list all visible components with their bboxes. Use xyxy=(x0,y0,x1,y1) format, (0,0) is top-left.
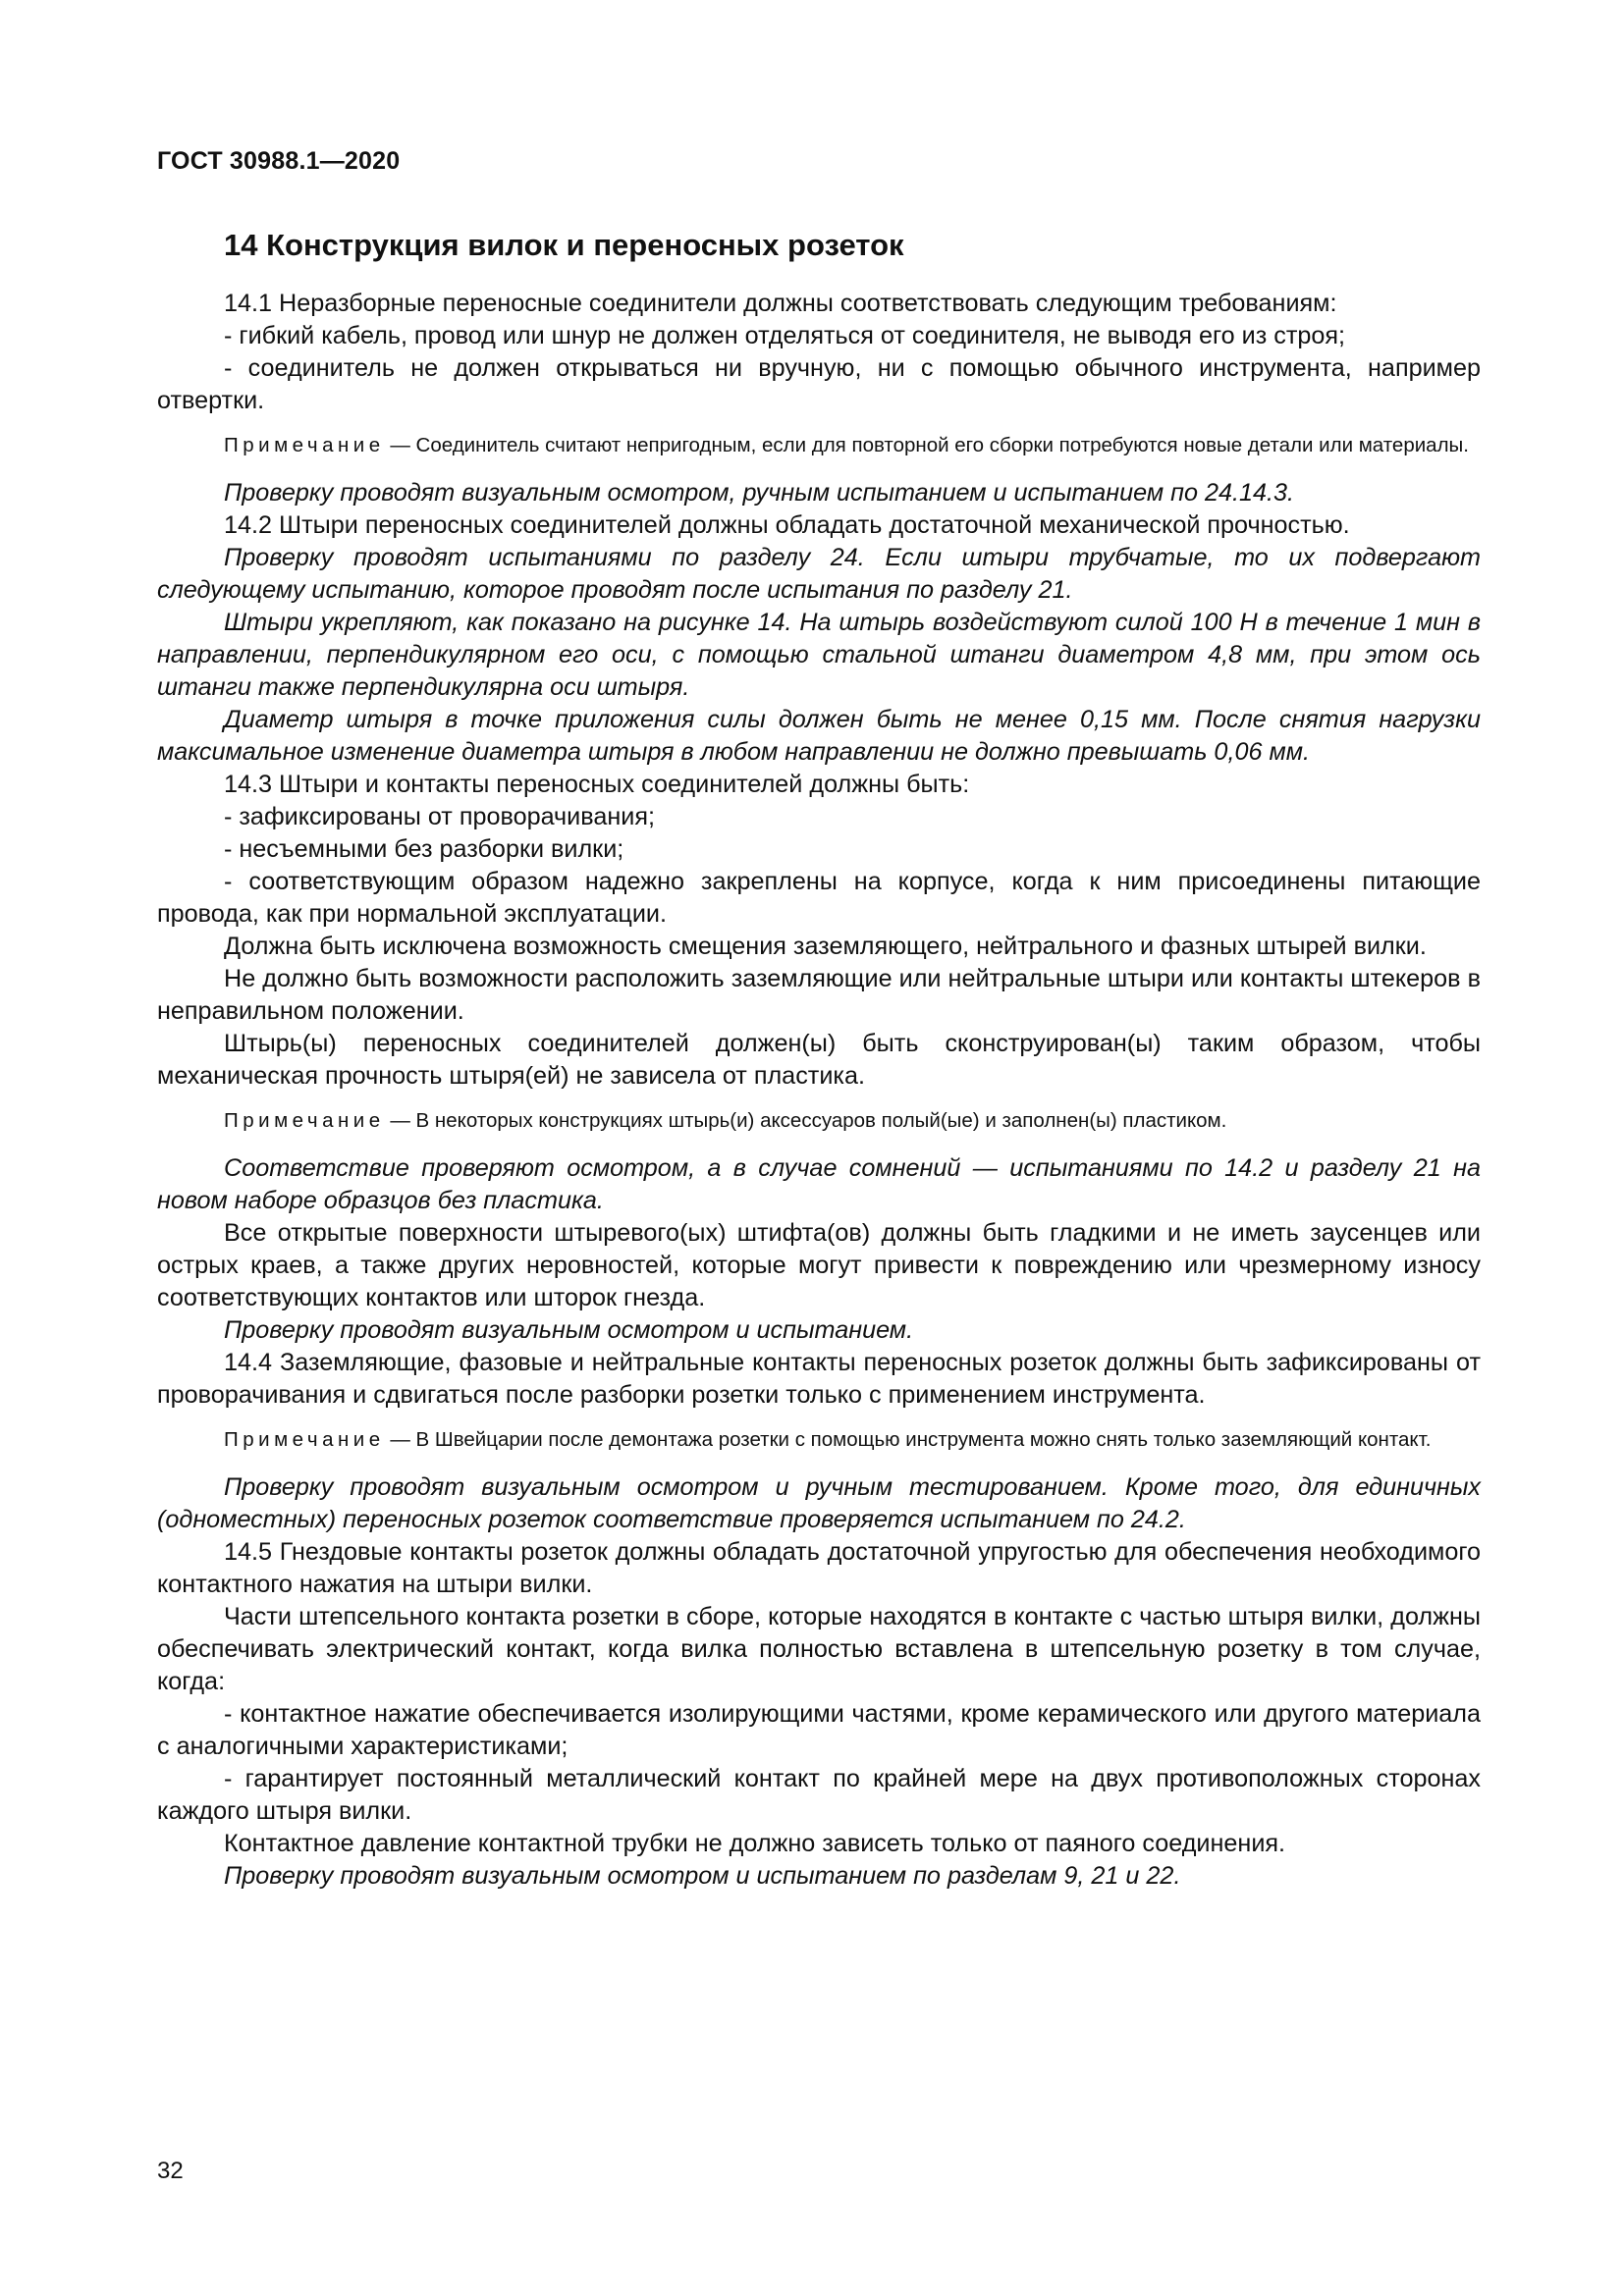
section-title: 14 Конструкция вилок и переносных розеток xyxy=(224,228,904,262)
paragraph: 14.5 Гнездовые контакты розеток должны обладать достаточной упругостью для обеспечения необходимого контактного нажатия на штыри вилки. xyxy=(157,1538,1481,1598)
list-item: - соответствующим образом надежно закреплены на корпусе, когда к ним присоединены питающие провода, как при нормальной эксплуатации. xyxy=(157,868,1481,928)
document-body xyxy=(157,288,1481,1893)
paragraph: 14.3 Штыри и контакты переносных соединителей должны быть: xyxy=(224,771,970,798)
paragraph: 14.2 Штыри переносных соединителей должны обладать достаточной механической прочностью. xyxy=(224,511,1350,539)
paragraph: Не должно быть возможности расположить заземляющие или нейтральные штыри или контакты штекеров в неправильном положении. xyxy=(157,965,1481,1025)
verification-paragraph: Штыри укрепляют, как показано на рисунке 14. На штырь воздействуют силой 100 Н в течение 1 мин в направлении, перпендикулярном его оси, с помощью стальной штанги диаметром 4,8 мм, при этом ось штанги также перпендикулярна оси штыря. xyxy=(157,609,1481,701)
note xyxy=(157,1106,1481,1135)
verification-paragraph: Проверку проводят испытаниями по разделу 24. Если штыри трубчатые, то их подвергают следующему испытанию, которое проводят после испытания по разделу 21. xyxy=(157,544,1481,604)
paragraph: Штырь(ы) переносных соединителей должен(ы) быть сконструирован(ы) таким образом, чтобы механическая прочность штыря(ей) не зависела от пластика. xyxy=(157,1030,1481,1090)
list-item: - зафиксированы от проворачивания; xyxy=(224,803,655,830)
verification-paragraph: Проверку проводят визуальным осмотром и испытанием по разделам 9, 21 и 22. xyxy=(224,1862,1181,1890)
list-item: - несъемными без разборки вилки; xyxy=(224,835,624,863)
paragraph: Контактное давление контактной трубки не должно зависеть только от паяного соединения. xyxy=(224,1830,1286,1857)
note-label: Примечание xyxy=(224,1428,385,1451)
note-label: Примечание xyxy=(224,434,385,456)
verification-paragraph: Проверку проводят визуальным осмотром и испытанием. xyxy=(224,1316,914,1344)
note xyxy=(157,1425,1481,1454)
paragraph: 14.4 Заземляющие, фазовые и нейтральные контакты переносных розеток должны быть зафиксированы от проворачивания и сдвигаться после разборки розетки только с применением инструмента. xyxy=(157,1349,1481,1409)
list-item: - соединитель не должен открываться ни вручную, ни с помощью обычного инструмента, например отвертки. xyxy=(157,354,1481,414)
verification-paragraph: Проверку проводят визуальным осмотром и ручным тестированием. Кроме того, для единичных (одноместных) переносных розеток соответствие проверяется испытанием по 24.2. xyxy=(157,1473,1481,1533)
paragraph: Должна быть исключена возможность смещения заземляющего, нейтрального и фазных штырей вилки. xyxy=(224,933,1427,960)
note-text: — В Швейцарии после демонтажа розетки с помощью инструмента можно снять только заземляющий контакт. xyxy=(390,1428,1432,1451)
verification-paragraph: Диаметр штыря в точке приложения силы должен быть не менее 0,15 мм. После снятия нагрузки максимальное изменение диаметра штыря в любом направлении не должно превышать 0,06 мм. xyxy=(157,706,1481,766)
note-text: — Соединитель считают непригодным, если для повторной его сборки потребуются новые детали или материалы. xyxy=(390,434,1469,456)
verification-paragraph: Проверку проводят визуальным осмотром, ручным испытанием и испытанием по 24.14.3. xyxy=(224,479,1294,507)
list-item: - гарантирует постоянный металлический контакт по крайней мере на двух противоположных сторонах каждого штыря вилки. xyxy=(157,1765,1481,1825)
verification-paragraph: Соответствие проверяют осмотром, а в случае сомнений — испытаниями по 14.2 и разделу 21 на новом наборе образцов без пластика. xyxy=(157,1154,1481,1214)
document-header: ГОСТ 30988.1—2020 xyxy=(157,147,401,175)
note-text: — В некоторых конструкциях штырь(и) аксессуаров полый(ые) и заполнен(ы) пластиком. xyxy=(390,1109,1227,1132)
paragraph: Все открытые поверхности штыревого(ых) штифта(ов) должны быть гладкими и не иметь заусенцев или острых краев, а также других неровностей, которые могут привести к повреждению или чрезмерному износу соответствующих контактов или шторок гнезда. xyxy=(157,1219,1481,1311)
note-label: Примечание xyxy=(224,1109,385,1132)
page-number: 32 xyxy=(157,2158,184,2184)
list-item: - контактное нажатие обеспечивается изолирующими частями, кроме керамического или другого материала с аналогичными характеристиками; xyxy=(157,1700,1481,1760)
list-item: - гибкий кабель, провод или шнур не должен отделяться от соединителя, не выводя его из строя; xyxy=(224,322,1346,349)
paragraph: Части штепсельного контакта розетки в сборе, которые находятся в контакте с частью штыря вилки, должны обеспечивать электрический контакт, когда вилка полностью вставлена в штепсельную розетку в том случае, когда: xyxy=(157,1603,1481,1695)
paragraph: 14.1 Неразборные переносные соединители должны соответствовать следующим требованиям: xyxy=(224,290,1337,317)
note xyxy=(157,431,1481,459)
